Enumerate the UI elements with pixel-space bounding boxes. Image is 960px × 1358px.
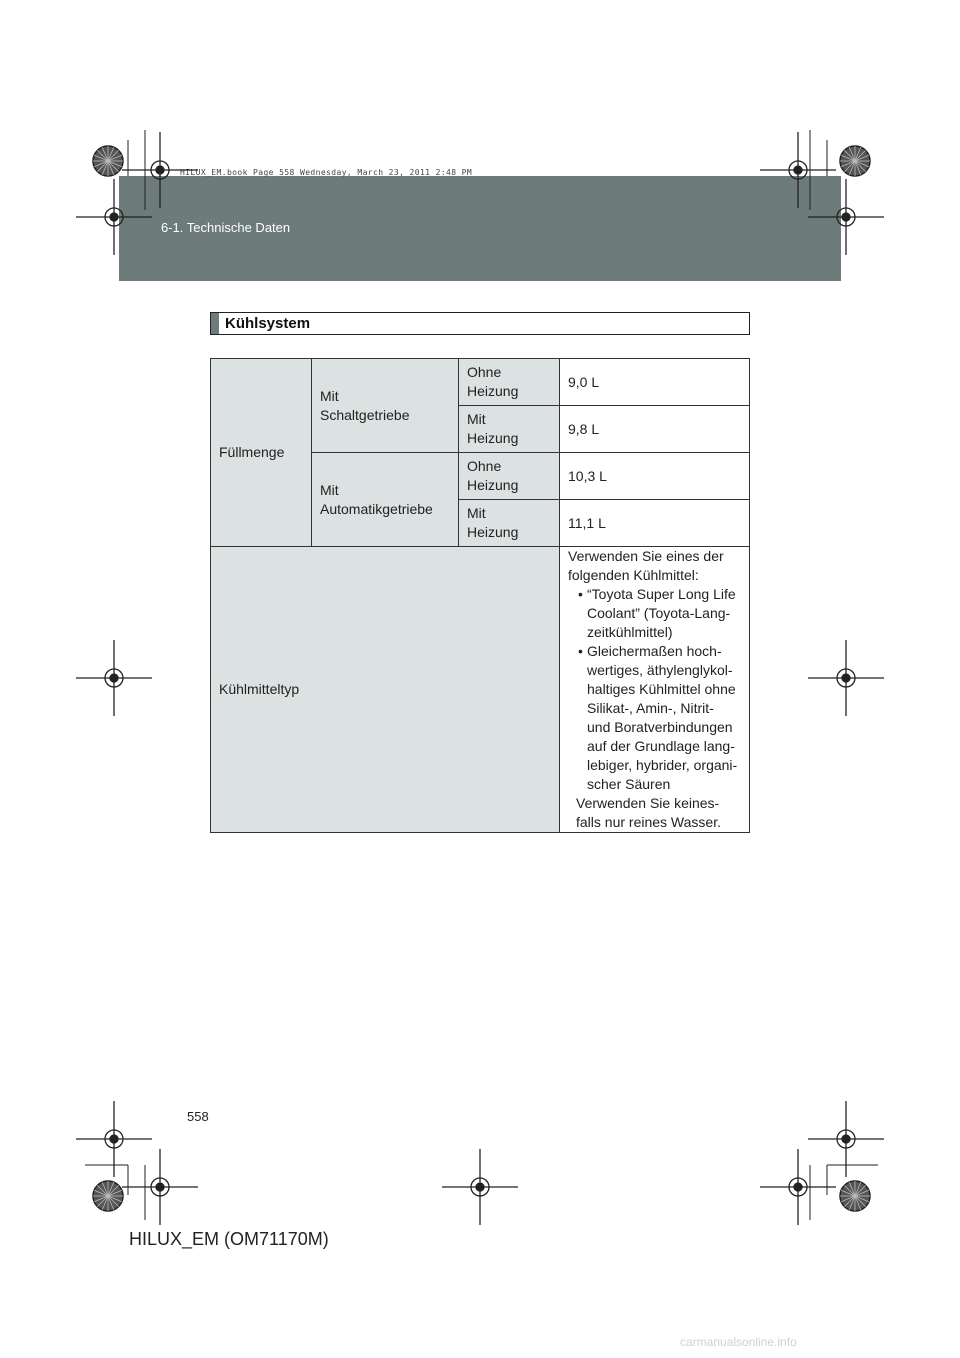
coolant-label: Kühlmitteltyp xyxy=(219,681,300,697)
heating-cell xyxy=(459,359,560,406)
coolant-label-cell xyxy=(211,547,560,833)
coolant-spec-table xyxy=(210,358,750,833)
capacity-value: 9,0 L xyxy=(568,373,600,390)
manual-label-cell xyxy=(312,359,459,453)
capacity-cell xyxy=(560,359,750,406)
heating-label: Mit Heizung xyxy=(467,411,519,446)
section-title: Kühlsystem xyxy=(225,315,311,332)
print-stamp: HILUX_EM.book Page 558 Wednesday, March 23, 2011 2:48 PM xyxy=(180,168,473,177)
list-item: • Gleichermaßen hoch-wertiges, äthylenglykol-haltiges Kühlmittel ohne Silikat-, Amin-, Nitrit- und Boratverbindungen auf der Grundlage lang-lebiger, hybrider, organi-scher Säuren xyxy=(568,642,739,794)
watermark: carmanualsonline.info xyxy=(680,1335,797,1349)
heating-label: Ohne Heizung xyxy=(467,364,519,399)
fill-label: Füllmenge xyxy=(219,444,285,460)
capacity-value: 9,8 L xyxy=(568,420,600,437)
capacity-value: 10,3 L xyxy=(568,467,607,484)
capacity-cell xyxy=(560,406,750,453)
section-header-accent xyxy=(211,313,219,334)
coolant-intro: Verwenden Sie eines der folgenden Kühlmittel: xyxy=(568,548,724,583)
coolant-note: Verwenden Sie keines-falls nur reines Wasser. xyxy=(576,795,721,830)
capacity-value: 11,1 L xyxy=(568,514,606,531)
chapter-label: 6-1. Technische Daten xyxy=(161,220,291,235)
list-item: • “Toyota Super Long Life Coolant” (Toyota-Lang-zeitkühlmittel) xyxy=(568,585,739,642)
heating-cell xyxy=(459,406,560,453)
heating-cell xyxy=(459,500,560,547)
fill-label-cell xyxy=(211,359,312,547)
heating-label: Ohne Heizung xyxy=(467,458,519,493)
capacity-cell xyxy=(560,453,750,500)
section-header xyxy=(210,312,750,335)
automatic-label: Mit Automatikgetriebe xyxy=(320,481,433,517)
coolant-list xyxy=(568,585,739,794)
heating-cell xyxy=(459,453,560,500)
automatic-label-cell xyxy=(312,453,459,547)
coolant-description-cell xyxy=(560,547,750,833)
manual-label: Mit Schaltgetriebe xyxy=(320,387,410,423)
page-number: 558 xyxy=(187,1109,209,1124)
capacity-cell xyxy=(560,500,750,547)
footer-code: HILUX_EM (OM71170M) xyxy=(129,1229,329,1249)
heating-label: Mit Heizung xyxy=(467,505,519,540)
